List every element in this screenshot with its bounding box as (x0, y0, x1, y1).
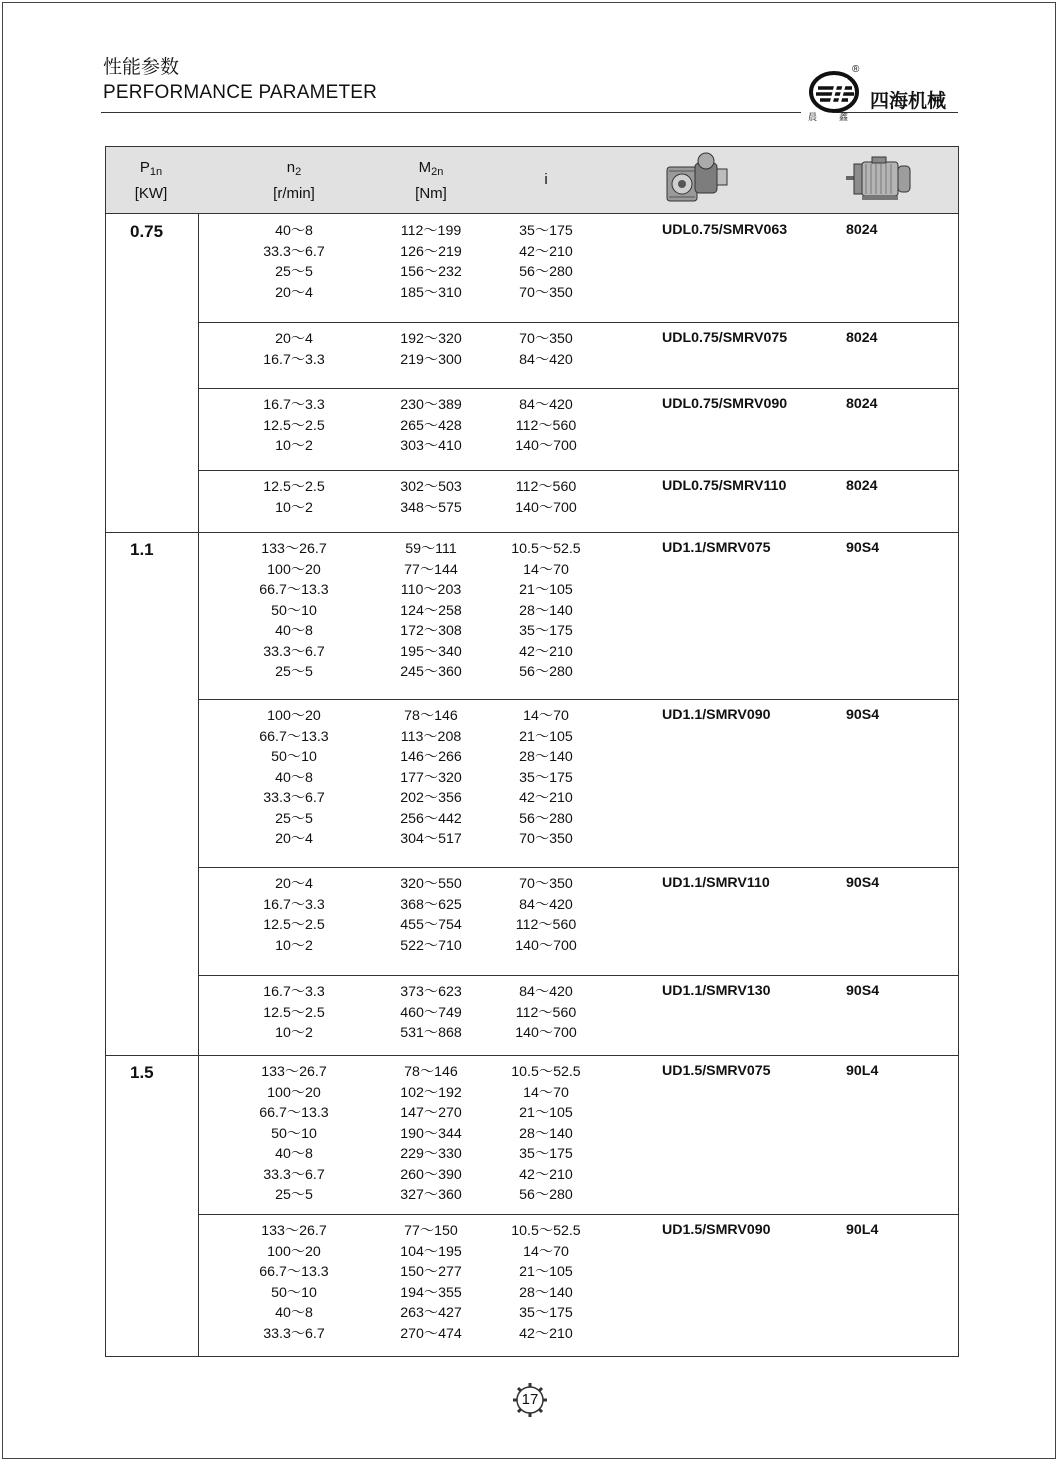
col-ratio: i (544, 171, 548, 188)
table-row (106, 936, 958, 957)
table-row (106, 768, 958, 789)
table-row (106, 1103, 958, 1124)
table-row (106, 221, 958, 242)
table-row (106, 788, 958, 809)
table-row (106, 395, 958, 416)
reducer-model: UD1.5/SMRV075 (662, 1063, 771, 1079)
table-row (106, 1023, 958, 1044)
output-speed-cell: 50～10 (271, 602, 317, 619)
output-torque-cell: 78～146 (404, 708, 458, 724)
output-torque-cell: 219～300 (400, 351, 462, 368)
ratio-cell: 84～420 (519, 984, 573, 1000)
output-torque-cell: 78～146 (404, 1064, 458, 1080)
output-torque-cell: 265～428 (400, 417, 462, 434)
table-row (106, 436, 958, 457)
block-divider (198, 322, 958, 323)
output-torque-cell: 185～310 (400, 284, 462, 301)
output-torque-cell: 327～360 (400, 1187, 462, 1203)
motor-frame: 8024 (846, 222, 878, 238)
ratio-cell: 70～350 (519, 284, 573, 301)
output-speed-cell: 16.7～3.3 (263, 397, 325, 413)
ratio-cell: 70～350 (519, 331, 573, 347)
output-speed-cell: 33.3～6.7 (263, 243, 325, 260)
motor-frame: 90L4 (846, 1222, 879, 1238)
table-row (106, 727, 958, 748)
output-speed-cell: 133～26.7 (261, 1223, 327, 1239)
page-number: 17 (521, 1391, 539, 1408)
output-speed-cell: 100～20 (267, 1243, 321, 1260)
output-speed-cell: 20～4 (275, 331, 313, 347)
ratio-cell: 14～70 (523, 561, 569, 578)
table-row (106, 477, 958, 498)
reducer-model: UDL0.75/SMRV075 (662, 330, 788, 346)
output-speed-cell: 133～26.7 (261, 1064, 327, 1080)
output-torque-cell: 156～232 (400, 264, 462, 280)
block-divider (198, 388, 958, 389)
ratio-cell: 10.5～52.5 (511, 541, 581, 557)
reducer-model: UDL0.75/SMRV090 (662, 396, 788, 412)
output-torque-cell: 77～144 (404, 561, 458, 578)
reducer-model: UD1.1/SMRV130 (662, 983, 771, 999)
output-speed-cell: 16.7～3.3 (263, 351, 325, 368)
ratio-cell: 14～70 (523, 1084, 569, 1101)
table-row (106, 242, 958, 263)
reducer-model: UDL0.75/SMRV110 (662, 478, 787, 494)
output-torque-cell: 460～749 (400, 1004, 462, 1021)
output-speed-cell: 12.5～2.5 (263, 479, 325, 495)
output-torque-cell: 112～199 (400, 223, 462, 239)
ratio-cell: 10.5～52.5 (511, 1064, 581, 1080)
col-output-torque: $M_{2n}$ [Nm] (415, 159, 447, 202)
ratio-cell: 42～210 (519, 1166, 573, 1183)
output-torque-cell: 260～390 (400, 1166, 462, 1183)
table-row (106, 262, 958, 283)
ratio-cell: 140～700 (515, 937, 577, 954)
output-torque-cell: 256～442 (400, 810, 462, 827)
ratio-cell: 112～560 (515, 1004, 577, 1021)
table-row (106, 283, 958, 304)
output-torque-cell: 320～550 (400, 876, 462, 892)
output-torque-cell: 270～474 (400, 1325, 462, 1342)
gear-reducer-icon (661, 151, 731, 209)
output-speed-cell: 133～26.7 (261, 541, 327, 557)
output-torque-cell: 302～503 (400, 479, 462, 495)
col-output-speed: $n_2$ [r/min] (273, 159, 315, 202)
table-row (106, 1242, 958, 1263)
brand-name: 四海机械 (870, 90, 947, 112)
ratio-cell: 14～70 (523, 708, 569, 724)
block-divider (198, 867, 958, 868)
ratio-cell: 56～280 (519, 810, 573, 827)
ratio-cell: 84～420 (519, 397, 573, 413)
output-torque-cell: 102～192 (400, 1084, 462, 1101)
table-row (106, 895, 958, 916)
motor-frame: 90L4 (846, 1063, 879, 1079)
output-torque-cell: 124～258 (400, 602, 462, 619)
table-row (106, 982, 958, 1003)
brand-subtitle: 晨鑫 (808, 113, 871, 123)
col-power: $P_{1n}$ [KW] (134, 159, 168, 202)
output-speed-cell: 66.7～13.3 (259, 1264, 329, 1280)
output-torque-cell: 522～710 (400, 937, 462, 954)
ratio-cell: 70～350 (519, 831, 573, 847)
block-divider (198, 1214, 958, 1215)
ratio-cell: 42～210 (519, 243, 573, 260)
power-rating: 1.5 (130, 1063, 154, 1082)
motor-frame: 8024 (846, 330, 878, 346)
output-torque-cell: 104～195 (400, 1243, 462, 1260)
reducer-model: UD1.1/SMRV075 (662, 540, 771, 556)
output-torque-cell: 263～427 (400, 1305, 462, 1321)
output-torque-cell: 303～410 (400, 438, 462, 454)
table-row (106, 809, 958, 830)
ratio-cell: 140～700 (515, 438, 577, 454)
output-speed-cell: 100～20 (267, 561, 321, 578)
electric-motor-icon (844, 156, 916, 204)
group-divider (106, 1055, 958, 1056)
brand-logo (808, 66, 958, 126)
output-torque-cell: 147～270 (400, 1105, 462, 1121)
table-row (106, 580, 958, 601)
output-speed-cell: 10～2 (275, 937, 313, 954)
output-torque-cell: 230～389 (400, 397, 462, 413)
table-row (106, 350, 958, 371)
table-row (106, 1144, 958, 1165)
output-torque-cell: 195～340 (400, 643, 462, 660)
performance-table (105, 146, 959, 1357)
table-row (106, 1165, 958, 1186)
output-torque-cell: 192～320 (400, 331, 462, 347)
motor-frame: 8024 (846, 478, 878, 494)
page-number-badge (512, 1382, 548, 1418)
output-speed-cell: 10～2 (275, 1025, 313, 1041)
ratio-cell: 140～700 (515, 499, 577, 516)
output-speed-cell: 25～5 (275, 664, 313, 680)
output-speed-cell: 33.3～6.7 (263, 1166, 325, 1183)
motor-frame: 90S4 (846, 707, 880, 723)
output-speed-cell: 100～20 (267, 1084, 321, 1101)
output-speed-cell: 25～5 (275, 1187, 313, 1203)
output-speed-cell: 40～8 (275, 1305, 313, 1321)
table-row (106, 1324, 958, 1345)
output-speed-cell: 33.3～6.7 (263, 790, 325, 806)
table-row (106, 498, 958, 519)
table-row (106, 1283, 958, 1304)
output-speed-cell: 66.7～13.3 (259, 582, 329, 598)
table-row (106, 539, 958, 560)
output-speed-cell: 12.5～2.5 (263, 1004, 325, 1021)
output-torque-cell: 455～754 (400, 917, 462, 933)
output-speed-cell: 20～4 (275, 831, 313, 847)
output-torque-cell: 150～277 (400, 1264, 462, 1280)
ratio-cell: 35～175 (519, 1305, 573, 1321)
reducer-model: UD1.5/SMRV090 (662, 1222, 771, 1238)
output-torque-cell: 59～111 (405, 541, 457, 557)
block-divider (198, 975, 958, 976)
output-speed-cell: 100～20 (267, 708, 321, 724)
table-row (106, 874, 958, 895)
ratio-cell: 56～280 (519, 264, 573, 280)
ratio-cell: 28～140 (519, 602, 573, 619)
power-rating: 0.75 (130, 222, 164, 241)
ratio-cell: 140～700 (515, 1025, 577, 1041)
table-row (106, 1262, 958, 1283)
output-speed-cell: 33.3～6.7 (263, 643, 325, 660)
output-speed-cell: 50～10 (271, 1125, 317, 1142)
output-speed-cell: 20～4 (275, 284, 313, 301)
output-speed-cell: 12.5～2.5 (263, 917, 325, 933)
reducer-model: UD1.1/SMRV110 (662, 875, 770, 891)
ratio-cell: 28～140 (519, 1284, 573, 1301)
ratio-cell: 112～560 (515, 417, 577, 434)
motor-frame: 90S4 (846, 875, 880, 891)
table-row (106, 1083, 958, 1104)
output-torque-cell: 368～625 (400, 896, 462, 913)
motor-frame: 90S4 (846, 540, 880, 556)
output-speed-cell: 66.7～13.3 (259, 728, 329, 745)
output-speed-cell: 10～2 (275, 438, 313, 454)
output-speed-cell: 66.7～13.3 (259, 1105, 329, 1121)
ratio-cell: 35～175 (519, 1146, 573, 1162)
page-title-en: PERFORMANCE PARAMETER (103, 82, 378, 103)
page-title-cn: 性能参数 (103, 56, 180, 78)
output-speed-cell: 33.3～6.7 (263, 1325, 325, 1342)
table-row (106, 829, 958, 850)
table-row (106, 747, 958, 768)
table-row (106, 416, 958, 437)
ratio-cell: 21～105 (519, 1264, 573, 1280)
output-torque-cell: 194～355 (400, 1284, 462, 1301)
ratio-cell: 35～175 (519, 769, 573, 786)
table-row (106, 560, 958, 581)
table-row (106, 1221, 958, 1242)
output-torque-cell: 172～308 (400, 623, 462, 639)
reducer-model: UDL0.75/SMRV063 (662, 222, 788, 238)
block-divider (198, 470, 958, 471)
table-row (106, 915, 958, 936)
group-divider (106, 532, 958, 533)
table-row (106, 1062, 958, 1083)
output-speed-cell: 16.7～3.3 (263, 984, 325, 1000)
ratio-cell: 70～350 (519, 876, 573, 892)
table-row (106, 706, 958, 727)
table-row (106, 1303, 958, 1324)
ratio-cell: 35～175 (519, 223, 573, 239)
ratio-cell: 42～210 (519, 1325, 573, 1342)
table-row (106, 621, 958, 642)
output-torque-cell: 126～219 (400, 243, 462, 260)
table-row (106, 1185, 958, 1206)
output-speed-cell: 40～8 (275, 769, 313, 786)
ratio-cell: 28～140 (519, 1125, 573, 1142)
output-speed-cell: 10～2 (275, 499, 313, 516)
output-torque-cell: 304～517 (400, 831, 462, 847)
output-speed-cell: 40～8 (275, 223, 313, 239)
output-speed-cell: 50～10 (271, 749, 317, 765)
output-speed-cell: 20～4 (275, 876, 313, 892)
output-speed-cell: 16.7～3.3 (263, 896, 325, 913)
output-speed-cell: 25～5 (275, 264, 313, 280)
ratio-cell: 21～105 (519, 1105, 573, 1121)
output-torque-cell: 348～575 (400, 499, 462, 516)
output-torque-cell: 229～330 (400, 1146, 462, 1162)
power-rating: 1.1 (130, 540, 154, 559)
output-torque-cell: 245～360 (400, 664, 462, 680)
header-divider (101, 112, 801, 113)
ratio-cell: 56～280 (519, 664, 573, 680)
ratio-cell: 42～210 (519, 643, 573, 660)
output-torque-cell: 373～623 (400, 984, 462, 1000)
ratio-cell: 10.5～52.5 (511, 1223, 581, 1239)
ratio-cell: 56～280 (519, 1187, 573, 1203)
block-divider (198, 699, 958, 700)
reducer-model: UD1.1/SMRV090 (662, 707, 771, 723)
table-row (106, 329, 958, 350)
output-torque-cell: 113～208 (400, 728, 462, 745)
output-speed-cell: 50～10 (271, 1284, 317, 1301)
ratio-cell: 84～420 (519, 896, 573, 913)
ratio-cell: 42～210 (519, 790, 573, 806)
ratio-cell: 28～140 (519, 749, 573, 765)
table-header (106, 147, 958, 214)
output-speed-cell: 40～8 (275, 1146, 313, 1162)
ratio-cell: 14～70 (523, 1243, 569, 1260)
ratio-cell: 21～105 (519, 728, 573, 745)
output-torque-cell: 177～320 (400, 769, 462, 786)
output-torque-cell: 202～356 (400, 790, 462, 806)
output-torque-cell: 77～150 (404, 1223, 458, 1239)
registered-mark: ® (852, 64, 860, 75)
output-speed-cell: 25～5 (275, 810, 313, 827)
table-row (106, 601, 958, 622)
motor-frame: 90S4 (846, 983, 880, 999)
ratio-cell: 112～560 (515, 917, 577, 933)
table-row (106, 1124, 958, 1145)
table-row (106, 642, 958, 663)
ratio-cell: 35～175 (519, 623, 573, 639)
ratio-cell: 84～420 (519, 351, 573, 368)
output-torque-cell: 110～203 (400, 582, 462, 598)
output-torque-cell: 146～266 (400, 749, 462, 765)
output-torque-cell: 531～868 (400, 1025, 462, 1041)
output-speed-cell: 40～8 (275, 623, 313, 639)
table-row (106, 1003, 958, 1024)
output-torque-cell: 190～344 (400, 1125, 462, 1142)
motor-frame: 8024 (846, 396, 878, 412)
output-speed-cell: 12.5～2.5 (263, 417, 325, 434)
ratio-cell: 21～105 (519, 582, 573, 598)
ratio-cell: 112～560 (515, 479, 577, 495)
table-row (106, 662, 958, 683)
